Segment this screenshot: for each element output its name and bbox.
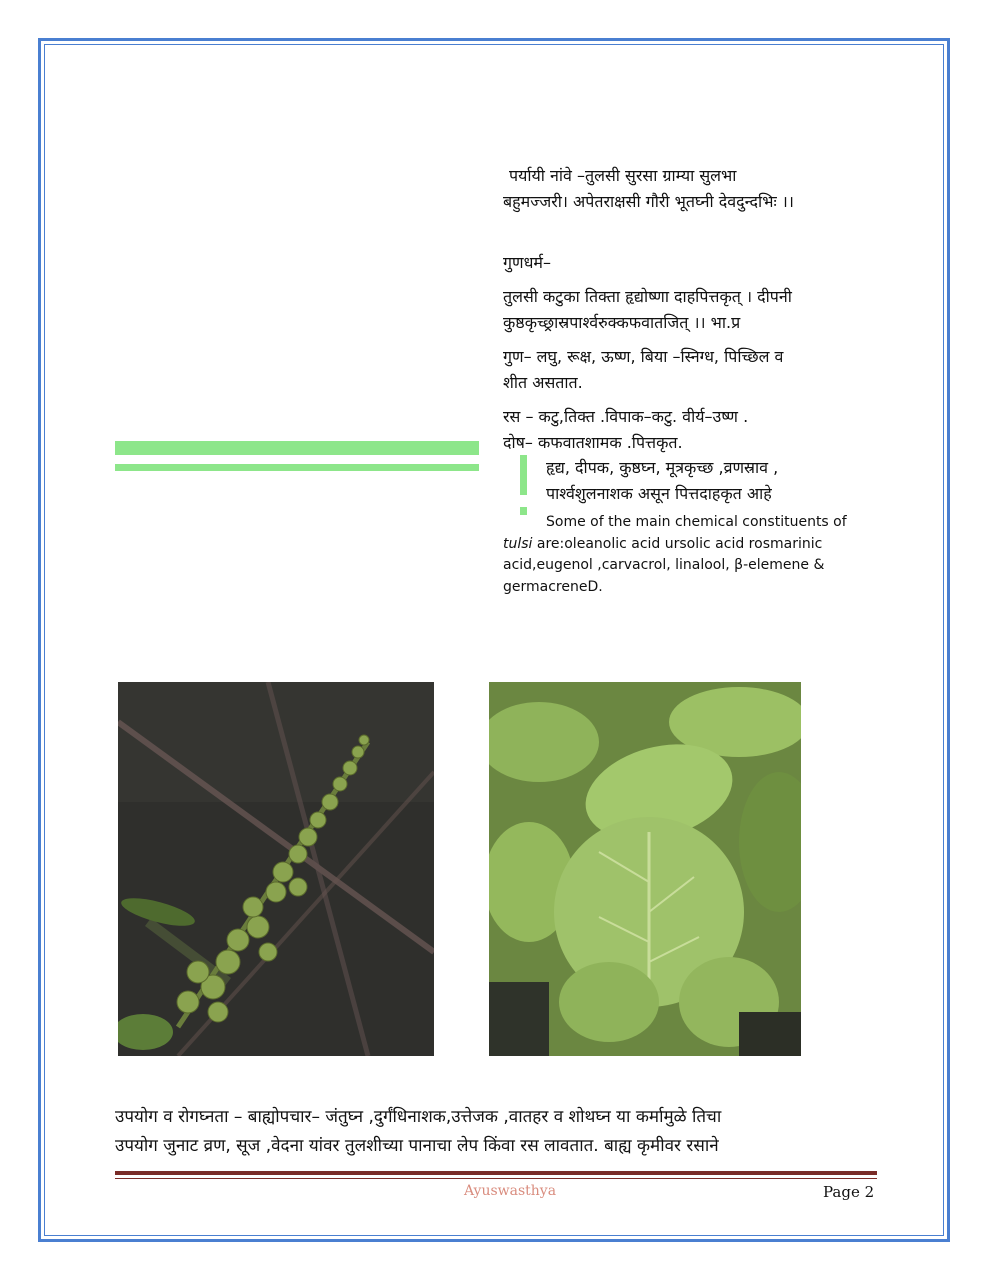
uses-paragraph [115, 1103, 875, 1161]
tulsi-leaves-photo [489, 682, 801, 1056]
shloka-line-2: कुष्ठकृच्छ्रास्रपार्श्वरुक्कफवातजित् ।। भा.प्र [503, 313, 741, 332]
tulsi-flower-spike-photo [118, 682, 434, 1056]
chemistry-line-1: Some of the main chemical constituents of [546, 514, 847, 530]
actions-line-2: पार्श्वशुलनाशक असून पित्तदाहकृत आहे [546, 484, 772, 503]
synonyms-line-1: पर्यायी नांवे –तुलसी सुरसा ग्राम्या सुलभा [509, 166, 737, 185]
chemistry-line-2: tulsi are:oleanolic acid ursolic acid rosmarinic [503, 535, 823, 552]
guna-line-2: शीत असतात. [503, 373, 583, 392]
page-border-inner [44, 44, 944, 1236]
guna-line-1: गुण– लघु, रूक्ष, ऊष्ण, बिया –स्निग्ध, पिच्छिल व [503, 347, 784, 366]
tulsi-italic: tulsi [503, 535, 533, 552]
synonyms-line-2: बहुमज्जरी। अपेतराक्षसी गौरी भूतघ्नी देवदुन्दभिः ।। [503, 192, 794, 211]
chemistry-paragraph [503, 512, 883, 598]
page-number: Page 2 [823, 1183, 875, 1201]
actions-line-1: हृद्य, दीपक, कुष्ठघ्न, मूत्रकृच्छ ,व्रणस्राव , [546, 458, 779, 477]
footer-rule-thin [115, 1178, 877, 1179]
footer-title: Ayuswasthya [464, 1183, 557, 1199]
uses-line-1: उपयोग व रोगघ्नता – बाह्योपचार– जंतुघ्न ,दुर्गंधिनाशक,उत्तेजक ,वातहर व शोथघ्न या कर्मामुळे तिचा [115, 1107, 722, 1127]
footer-rule-thick [115, 1171, 877, 1175]
shloka-line-1: तुलसी कटुका तिक्ता हृद्योष्णा दाहपित्तकृत् । दीपनी [503, 287, 792, 306]
accent-bar-thin [115, 464, 479, 471]
dosha-line: दोष– कफवातशामक .पित्तकृत. [503, 433, 683, 452]
synonyms-block [503, 163, 883, 215]
properties-heading: गुणधर्म– [503, 253, 551, 272]
uses-line-2: उपयोग जुनाट व्रण, सूज ,वेदना यांवर तुलशीच्या पानाचा लेप किंवा रस लावतात. बाह्य कृमीवर रसाने [115, 1136, 719, 1156]
chemistry-line-3: acid,eugenol ,carvacrol, linalool, β-elemene & [503, 557, 825, 573]
chemistry-line-4: germacreneD. [503, 578, 603, 595]
rasa-line: रस – कटु,तिक्त .विपाक–कटु. वीर्य–उष्ण . [503, 407, 749, 426]
accent-bar-thick [115, 441, 479, 455]
properties-block [503, 250, 883, 456]
